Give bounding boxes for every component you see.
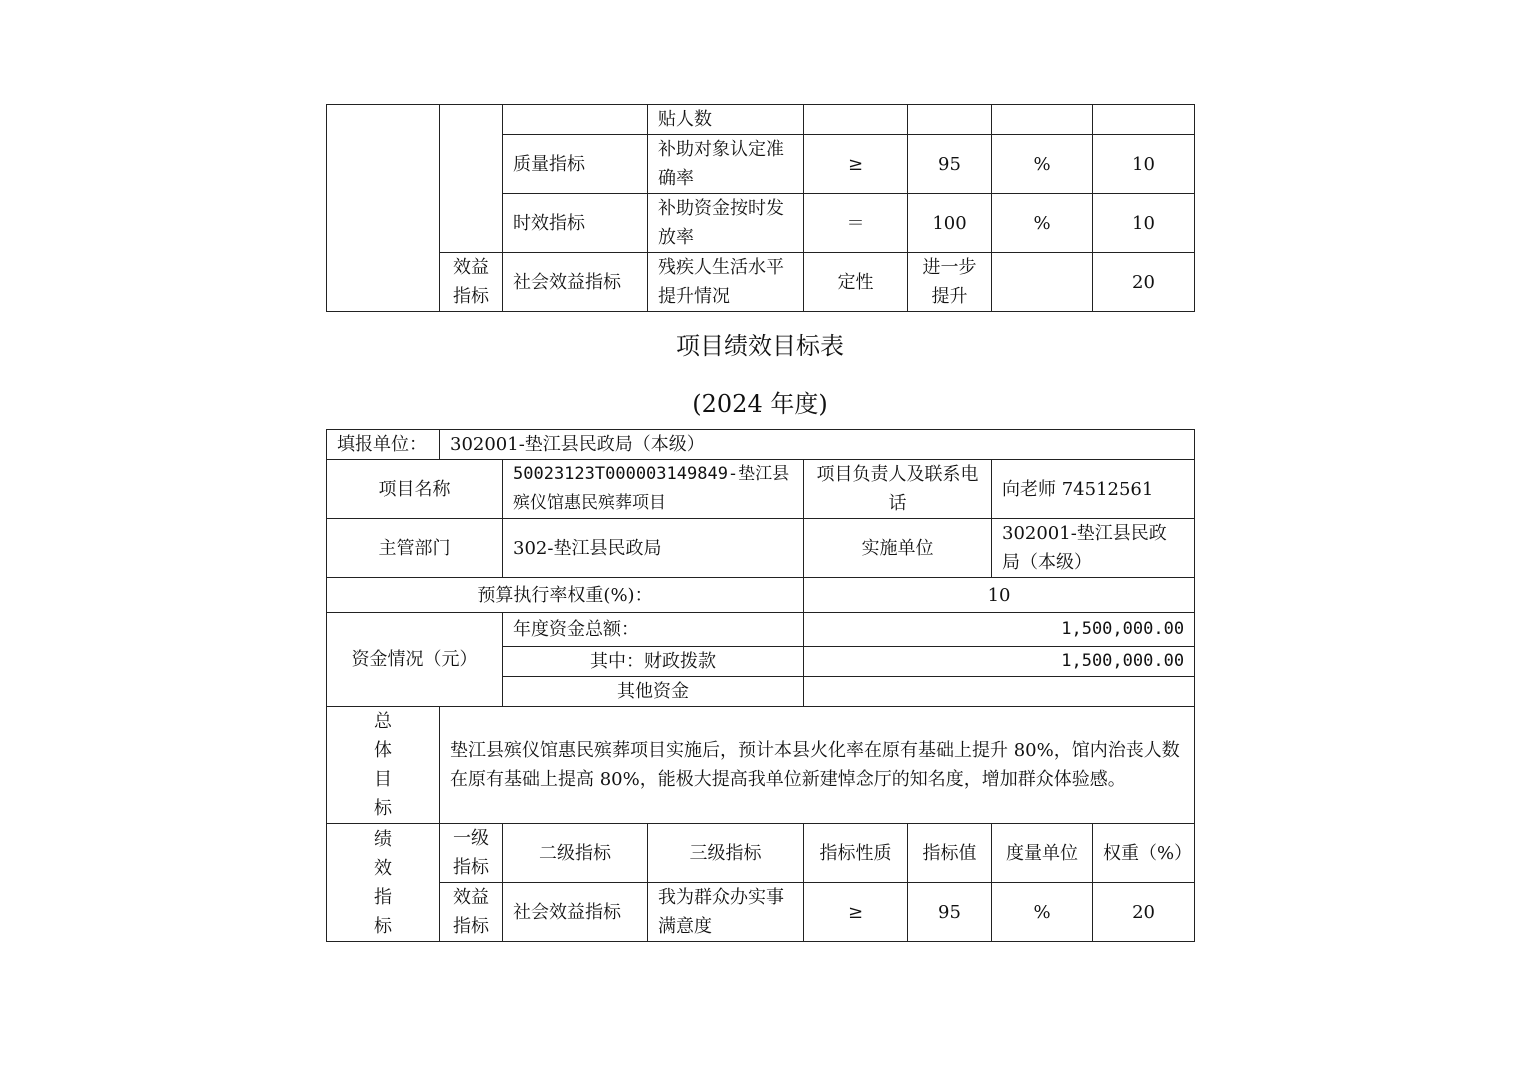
impl-unit-value: 302001-垫江县民政局（本级）: [992, 519, 1195, 578]
level2-indicator: 社会效益指标: [503, 883, 648, 942]
contact-label: 项目负责人及联系电话: [804, 460, 992, 519]
level2-indicator: 社会效益指标: [503, 253, 648, 312]
dept-label: 主管部门: [327, 519, 503, 578]
indicator-weight: 20: [1093, 883, 1195, 942]
performance-goal-table: [326, 429, 1195, 942]
annual-total-value: 1,500,000.00: [804, 613, 1195, 647]
indicator-nature: ＝: [804, 194, 908, 253]
blank-cell: [327, 105, 440, 312]
overall-goal-label: 总 体 目 标: [327, 707, 440, 824]
blank-cell: [503, 105, 648, 135]
fiscal-value: 1,500,000.00: [804, 647, 1195, 677]
header-level1: 一级指标: [440, 824, 503, 883]
project-name-value: 50023123T000003149849-垫江县殡仪馆惠民殡葬项目: [503, 460, 804, 519]
header-level2: 二级指标: [503, 824, 648, 883]
indicator-unit: %: [992, 883, 1093, 942]
header-level3: 三级指标: [648, 824, 804, 883]
dept-value: 302-垫江县民政局: [503, 519, 804, 578]
level1-indicator: 效益指标: [440, 883, 503, 942]
impl-unit-label: 实施单位: [804, 519, 992, 578]
header-weight: 权重（%）: [1093, 824, 1195, 883]
header-unit: 度量单位: [992, 824, 1093, 883]
blank-cell: [440, 105, 503, 253]
indicator-unit: %: [992, 135, 1093, 194]
unit-value: 302001-垫江县民政局（本级）: [440, 430, 1195, 460]
other-funds-label: 其他资金: [503, 677, 804, 707]
fiscal-label: 其中：财政拨款: [503, 647, 804, 677]
level1-indicator: 效益指标: [440, 253, 503, 312]
annual-total-label: 年度资金总额：: [503, 613, 804, 647]
budget-rate-label: 预算执行率权重(%)：: [327, 578, 804, 613]
overall-goal-text: 垫江县殡仪馆惠民殡葬项目实施后，预计本县火化率在原有基础上提升 80%，馆内治丧人数在原有基础上提高 80%，能极大提高我单位新建悼念厅的知名度，增加群众体验感。: [440, 707, 1195, 824]
unit-label: 填报单位：: [327, 430, 440, 460]
level2-indicator: 时效指标: [503, 194, 648, 253]
indicator-weight: 10: [1093, 135, 1195, 194]
header-nature: 指标性质: [804, 824, 908, 883]
page-title: 项目绩效目标表: [676, 332, 844, 360]
indicator-value: 95: [908, 135, 992, 194]
indicator-nature: 定性: [804, 253, 908, 312]
level3-indicator: 我为群众办实事满意度: [648, 883, 804, 942]
continued-indicator-table: [326, 104, 1195, 312]
indicator-value: 进一步提升: [908, 253, 992, 312]
indicator-nature: ≥: [804, 883, 908, 942]
indicator-value: 95: [908, 883, 992, 942]
budget-rate-value: 10: [804, 578, 1195, 613]
indicator-unit: [992, 253, 1093, 312]
contact-value: 向老师 74512561: [992, 460, 1195, 519]
indicator-nature: ≥: [804, 135, 908, 194]
header-value: 指标值: [908, 824, 992, 883]
performance-indicator-label: 绩 效 指 标: [327, 824, 440, 942]
level3-indicator: 残疾人生活水平提升情况: [648, 253, 804, 312]
level3-indicator: 贴人数: [648, 105, 804, 135]
project-name-label: 项目名称: [327, 460, 503, 519]
indicator-weight: 20: [1093, 253, 1195, 312]
indicator-weight: 10: [1093, 194, 1195, 253]
funds-label: 资金情况（元）: [327, 613, 503, 707]
level3-indicator: 补助资金按时发放率: [648, 194, 804, 253]
other-funds-value: [804, 677, 1195, 707]
level3-indicator: 补助对象认定准确率: [648, 135, 804, 194]
level2-indicator: 质量指标: [503, 135, 648, 194]
page-subtitle-year: (2024 年度): [692, 390, 828, 418]
indicator-value: 100: [908, 194, 992, 253]
indicator-unit: %: [992, 194, 1093, 253]
